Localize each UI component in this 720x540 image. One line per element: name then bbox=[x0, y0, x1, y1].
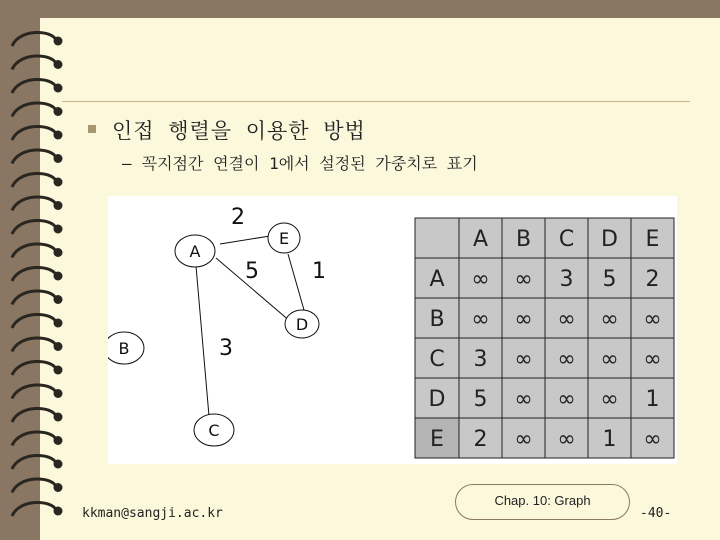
weight-a-d: 5 bbox=[245, 259, 259, 284]
spiral-hole bbox=[54, 37, 63, 46]
spiral-hole bbox=[54, 248, 63, 257]
spiral-hole bbox=[54, 107, 63, 116]
spiral-hole bbox=[54, 507, 63, 516]
matrix-cell-value: 5 bbox=[602, 267, 617, 292]
matrix-col-header: A bbox=[472, 227, 489, 252]
matrix-col-header: C bbox=[558, 227, 575, 252]
edge-a-c bbox=[196, 266, 209, 416]
matrix-cell-value: ∞ bbox=[471, 267, 490, 292]
spiral-hole bbox=[54, 342, 63, 351]
matrix-row-header: B bbox=[429, 307, 445, 332]
dash-icon: – bbox=[122, 154, 132, 173]
matrix-cell-value: ∞ bbox=[600, 307, 619, 332]
spiral-hole bbox=[54, 366, 63, 375]
spiral-hole bbox=[54, 295, 63, 304]
footer-chapter bbox=[455, 484, 630, 520]
matrix-cell-value: ∞ bbox=[514, 387, 533, 412]
spiral-ring bbox=[12, 244, 56, 258]
matrix-cell-value: ∞ bbox=[643, 347, 662, 372]
spiral-ring bbox=[12, 220, 56, 234]
matrix-cell-value: 5 bbox=[473, 387, 488, 412]
matrix-cell-value: ∞ bbox=[557, 347, 576, 372]
spiral-ring bbox=[12, 126, 56, 140]
edge-a-e bbox=[220, 236, 270, 244]
spiral-ring bbox=[12, 385, 56, 399]
weight-e-d: 1 bbox=[312, 259, 326, 284]
matrix-svg bbox=[405, 196, 677, 464]
edge-e-d bbox=[288, 254, 304, 310]
matrix-cell-value: 1 bbox=[645, 387, 660, 412]
spiral-binding bbox=[0, 0, 70, 540]
matrix-cell-value: ∞ bbox=[643, 427, 662, 452]
matrix-col-header: B bbox=[515, 227, 532, 252]
matrix-cell-value: ∞ bbox=[557, 427, 576, 452]
spiral-hole bbox=[54, 60, 63, 69]
spiral-ring bbox=[12, 502, 56, 516]
matrix-cell-value: 3 bbox=[559, 267, 574, 292]
spiral-hole bbox=[54, 272, 63, 281]
matrix-cell-value: ∞ bbox=[643, 307, 662, 332]
spiral-ring bbox=[12, 408, 56, 422]
footer-page: -40- bbox=[640, 506, 672, 521]
matrix-cell-value: 2 bbox=[645, 267, 660, 292]
spiral-hole bbox=[54, 84, 63, 93]
weight-a-c: 3 bbox=[219, 336, 233, 361]
spiral-hole bbox=[54, 413, 63, 422]
matrix-cell-value: ∞ bbox=[557, 307, 576, 332]
bullet-main-text: 인접 행렬을 이용한 방법 bbox=[112, 119, 366, 143]
matrix-row-header: A bbox=[429, 267, 445, 292]
matrix-cell-value: 1 bbox=[602, 427, 617, 452]
spiral-hole bbox=[54, 178, 63, 187]
node-e-label: E bbox=[278, 229, 290, 248]
spiral-ring bbox=[12, 432, 56, 446]
matrix-cell-value: ∞ bbox=[471, 307, 490, 332]
matrix-cell-value: ∞ bbox=[514, 307, 533, 332]
bullet-square-icon bbox=[88, 125, 96, 133]
footer-email: kkman@sangji.ac.kr bbox=[82, 506, 223, 521]
graph-figure bbox=[108, 196, 410, 464]
node-c-label: C bbox=[208, 421, 220, 440]
spiral-hole bbox=[54, 225, 63, 234]
bullet-sub bbox=[122, 151, 478, 174]
matrix-col-header: E bbox=[645, 227, 660, 252]
spiral-hole bbox=[54, 436, 63, 445]
bullet-sub-text: 꼭지점간 연결이 1에서 설정된 가중치로 표기 bbox=[141, 154, 478, 173]
spiral-ring bbox=[12, 197, 56, 211]
adjacency-matrix bbox=[405, 196, 677, 464]
matrix-cell-value: ∞ bbox=[600, 387, 619, 412]
spiral-hole bbox=[54, 483, 63, 492]
spiral-ring bbox=[12, 479, 56, 493]
matrix-col-header: D bbox=[601, 227, 618, 252]
spiral-ring bbox=[12, 291, 56, 305]
node-a-label: A bbox=[189, 242, 201, 261]
weight-a-e: 2 bbox=[231, 205, 245, 230]
spiral-hole bbox=[54, 201, 63, 210]
matrix-cell-value: ∞ bbox=[557, 387, 576, 412]
spiral-ring bbox=[12, 267, 56, 281]
matrix-cell-value: ∞ bbox=[600, 347, 619, 372]
spiral-ring bbox=[12, 173, 56, 187]
matrix-cell-value: ∞ bbox=[514, 267, 533, 292]
matrix-corner-cell bbox=[415, 218, 459, 258]
spiral-ring bbox=[12, 314, 56, 328]
spiral-ring bbox=[12, 361, 56, 375]
spiral-hole bbox=[54, 319, 63, 328]
spiral-ring bbox=[12, 79, 56, 93]
matrix-cell-value: ∞ bbox=[514, 347, 533, 372]
spiral-ring bbox=[12, 103, 56, 117]
spiral-ring bbox=[12, 150, 56, 164]
footer-chapter-text: Chap. 10: Graph bbox=[494, 493, 591, 508]
spiral-hole bbox=[54, 460, 63, 469]
spiral-hole bbox=[54, 389, 63, 398]
title-divider bbox=[62, 101, 690, 102]
node-b-label: B bbox=[118, 339, 130, 358]
bullet-main bbox=[88, 115, 366, 145]
matrix-row-header: D bbox=[428, 387, 446, 412]
node-d-label: D bbox=[295, 315, 309, 334]
matrix-row-header: C bbox=[429, 347, 445, 372]
spiral-ring bbox=[12, 455, 56, 469]
matrix-row-header: E bbox=[430, 427, 444, 452]
matrix-cell-value: 3 bbox=[473, 347, 488, 372]
spiral-hole bbox=[54, 131, 63, 140]
matrix-cell-value: 2 bbox=[473, 427, 488, 452]
spiral-ring bbox=[12, 338, 56, 352]
spiral-ring bbox=[12, 56, 56, 70]
spiral-hole bbox=[54, 154, 63, 163]
graph-svg bbox=[108, 196, 410, 464]
matrix-cell-value: ∞ bbox=[514, 427, 533, 452]
spiral-ring bbox=[12, 32, 56, 46]
